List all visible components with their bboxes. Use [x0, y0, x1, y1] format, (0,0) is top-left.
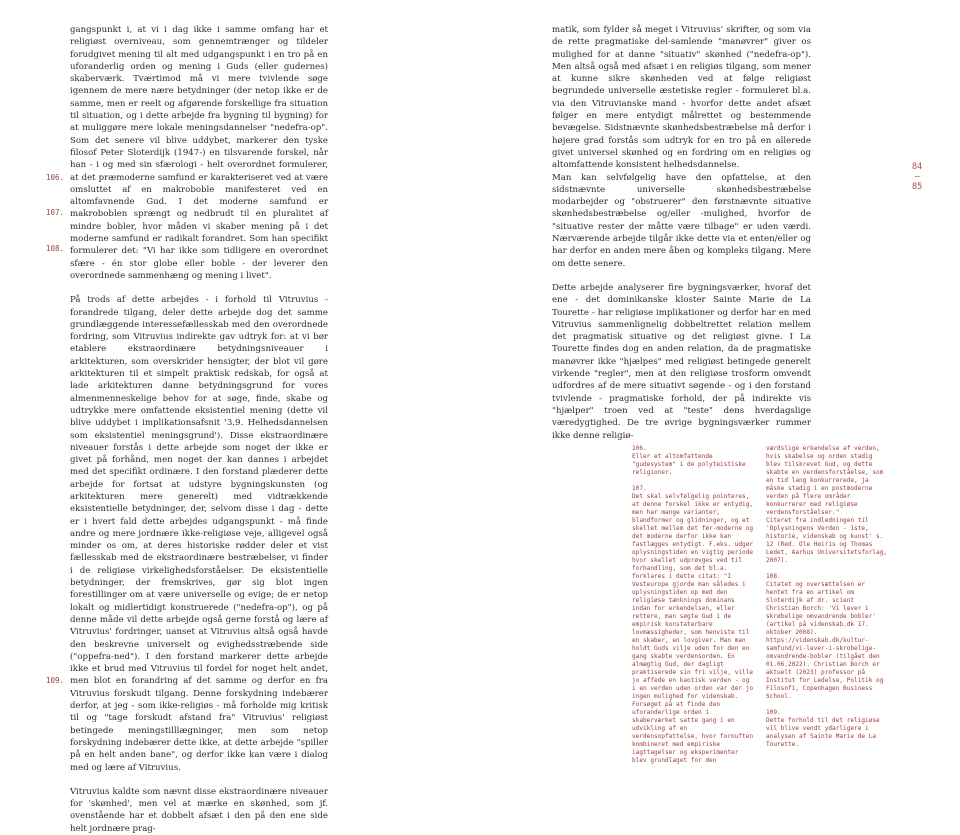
footnotes-column-2 — [766, 445, 890, 749]
body-paragraph: Man kan selvfølgelig have den opfattelse, at den sidstnævnte universelle skønhedsbestræbelse modarbejder og "obstruerer" den førstnævnte situative skønhedsbestræbelse og/eller -mulighed, hvorfor de "situative rester der måtte være tilbage" er uden værdi. Nærværende arbejde tilgår ikke dette via et enten/eller og har derfor en anden mere åben og kompleks tilgang. Mere om dette senere. — [552, 172, 811, 269]
footnotes-column-1 — [632, 445, 756, 765]
footnote-text: Det skal selvfølgelig pointeres, at denne forskel ikke er entydig, men har mange varianter, blandformer og glidninger, og et skellet mellem det før-moderne og det moderne derfor ikke kan fastlægges entydigt. F.eks. udgør oplysningstiden en vigtig periode hvor skellet udprøvges ved til forhandling, som det bl.a. forklares i dette citat: "I Vesteurope gjorde man således i oplysningstiden op med den religiøse tænknings dominans indan for erkendelsen, eller rettere, man søgte Gud i de empirisk konstaterbare lovmæssigheder, som henviste til en skaber, en lovgiver. Man man holdt Guds vilje uden for den en gang skabte verdensorden. En almægtig Gud, der dagligt praktiserede sin fri vilje, ville jo affede en kaotisk verden - og i en verden uden orden var der jo ingen mulighed for videnskab. Forsøget på at finde den uforanderlige orden i skaberværket satte gang i en udvikling af en verdensopfattelse, hvor fornuften kombineret med empiriske iagttagelser og eksperimenter blev grundlaget for den — [632, 493, 754, 764]
margin-note-number: 106. — [46, 173, 65, 182]
right-page-body — [552, 24, 811, 442]
body-paragraph: gangspunkt i, at vi i dag ikke i samme omfang har et religiøst overniveau, som gennemtrænger og tildeler forudgivet mening til alt med udgangspunkt i en tro på en uforanderlig orden og mening i Guds (eller gudernes) skaberværk. Tværtimod må vi mere tvivlende søge igennem de mere nære betydninger (der netop ikke er de samme, men er reelt og afgørende forskellige fra situation til situation, og i dette arbejde fra bygning til bygning) for at muliggøre mere lokale meningsdannelser "nedefra-op". Som det senere vil blive uddybet, markerer den tyske filosof Peter Sloterdijk (1947-) en tilsvarende forskel, når han - i og med sin sfærologi - helt overordnet formulerer, at det præmoderne samfund er karakteriseret ved at være omsluttet af en makroboble manifesteret ved en altomfavnende Gud. I det moderne samfund er makroboblen sprængt og nedbrudt til en pluralitet af mindre bobler, hvor måden vi skaber mening på i det moderne samfund er radikalt forandret. Som han specifikt formulerer det: "Vi har ikke som tidligere en overordnet sfære - én stor globe eller boble - der leverer den overordnede sammenhæng og mening i livet". — [70, 25, 328, 281]
footnote-number: 108. — [766, 573, 781, 580]
footnote-number: 109. — [766, 709, 781, 716]
footnote-text: værdslige erkendelse af verden, hvis skabelse og orden stadig blev tilskrevet Gud, og dette skabte en verdensforståelse, som en tid lang konkurrerede, ja måske stadig i en postmoderne verden på flere områder konkurrerer med religiøse verdensforståelser." — [766, 445, 884, 516]
body-paragraph: På trods af dette arbejdes - i forhold til Vitruvius - forandrede tilgang, deler dette arbejde dog det samme grundlæggende interessefællesskab med den overordnede fordring, som Vitruvius indirekte gav udtryk for: at vi bør etablere ekstraordinære betydningsniveauer i arkitekturen, som overskrider hensigter, der blot vil gøre arkitekturen til et simpelt praktisk redskab, for også at lade arkitekturen danne betydningsgrund for vores almenmenneskelige behov for at søge, finde, skabe og udtrykke mere omfattende eksistentiel mening (dette vil blive uddybet i implikationsafsnit '3.9. Helhedsdannelsen som eksistentiel meningsgrund'). Disse ekstraordinære niveauer forstås i dette arbejde som noget der ikke er givet på forhånd, men noget der kan dannes i arbejdet med det specifikt ordinære. I den forstand plæderer dette arbejde for fortsat at udstyre bygningskunsten (og arkitekturen mere generelt) med vidtrækkende eksistentielle betydninger, der, selvom disse i dag - dette er i hvert fald dette arbejdes udgangspunkt - må finde andre og mere jordnære ikke-religiøse veje, alligevel også minder os om, at deres historiske rødder deler et vist fællesskab med de ekstraordinære bestræbelser, vi finder i de religiøse virkelighedsforståelser. De eksistentielle betydninger, der fremskrives, gør sig blot ingen forestillinger om at være universelle og evige; de er netop lokalt og midlertidigt konstruerede ("nedefra-op"), og på denne måde vil dette arbejde også gerne forstå og lære af Vitruvius' fordringer, uanset at Vitruvius altså også havde den beskrevne universelt og evighedsstræbende side ("oppefra-ned"). I den forstand markerer dette arbejde ikke et brud med Vitruvius til fordel for noget helt andet, men blot en forandring af det samme og derfor en fra Vitruvius forskudt tilgang. Denne forskydning indebærer derfor, at jeg - som ikke-religiøs - må forholde mig kritisk til og "tage forskudt afstand fra" Vitruvius' religiøst betingede meningstilllægninger, men som netop forskydning indebærer dette ikke, at dette arbejde "spiller på en helt anden bane", og derfor ikke kan være i dialog med og lære af Vitruvius. — [70, 295, 328, 773]
footnote-text: Citatet og oversættelsen er hentet fra en artikel om Sloterdijk af dr. scient Christian Borch: 'Vi lever i skrøbelige omvandrende bobler' (artikel på videnskab.dk 17. oktober 2008). https://videnskab.dk/kultur-samfund/vi-lever-i-skrobelige-omvandrende-bobler (tilgået den 01.06.2022). Christian Borch er aktuelt (2023) professor på Institut for Ledelse, Politik og Filosofi, Copenhagen Business School. — [766, 581, 884, 700]
footnote-text: Dette forhold til det religiøse vil blive vendt ydarligere i analysen af Sainte Marie de La Tourette. — [766, 717, 880, 748]
page-number-left: 84 — [912, 162, 923, 172]
margin-note-number: 107. — [46, 208, 65, 217]
footnote-text: Citeret fra indledningen til 'Oplysningens Verden - 1ste, historie, videnskab og kunst' s. 12 (Red. Ole Høiris og Thomas Ledet, Aarhus Universitetsforlag, 2007). — [766, 517, 888, 564]
body-paragraph: matik, som fylder så meget i Vitruvius' skrifter, og som via de rette pragmatiske del-samlende "manøvrer" giver os mulighed for at danne "situativ" skønhed ("nedefra-op"). Men altså også med afsæt i en religiøs tilgang, som mener at kunne sikre skønheden ved at følge religiøst begrundede universelle æstetiske regler - formuleret bl.a. via den Vitruvianske mand - hvorfor dette andet afsæt følger en mere entydigt målrettet og bestemmende bevægelse. Sidstnævnte skønhedsbestræbelse må derfor i højere grad forstås som udtryk for en tro på en allerede givet universel skønhed og en fordring om en religiøs og altomfattende konsistent helhedsdannelse. — [552, 25, 811, 171]
footnote-number: 107. — [632, 485, 647, 492]
margin-note-number: 109. — [46, 676, 65, 685]
body-paragraph: Dette arbejde analyserer fire bygningsværker, hvoraf det ene - det dominikanske kloster Sainte Marie de La Tourette - har religiøse implikationer og derfor har en med Vitruvius sammenlignelig dobbeltrettet relation mellem det pragmatisk situative og det religiøst givne. I La Tourette findes dog en anden relation, da de pragmatiske manøvrer ikke "hjælpes" med religiøst betingede generelt virkende "regler", men at den religiøse trosform omvendt udfordres af de mere situativt søgende - og i den forstand tvivlende - pragmatiske forhold, der på indirekte vis "hjælper" troen ved at "teste" dens hverdagslige væredygtighed. De tre øvrige bygningsværker rummer ikke denne religiø- — [552, 282, 811, 441]
page-number-spread — [912, 162, 922, 192]
footnote-number: 106. — [632, 445, 647, 452]
page-number-dash: — — [914, 172, 920, 182]
left-page-body — [70, 24, 328, 835]
margin-note-number: 108. — [46, 244, 65, 253]
footnote-text: Eller et altomfattende "gudesystem" i de polyteistiske religioner. — [632, 453, 746, 476]
body-paragraph: Vitruvius kaldte som nævnt disse ekstraordinære niveauer for 'skønhed', men vel at mærke en skønhed, som jf. ovenstående har et dobbelt afsæt i den på den ene side helt jordnære prag- — [70, 786, 328, 834]
page-number-right: 85 — [912, 182, 923, 192]
